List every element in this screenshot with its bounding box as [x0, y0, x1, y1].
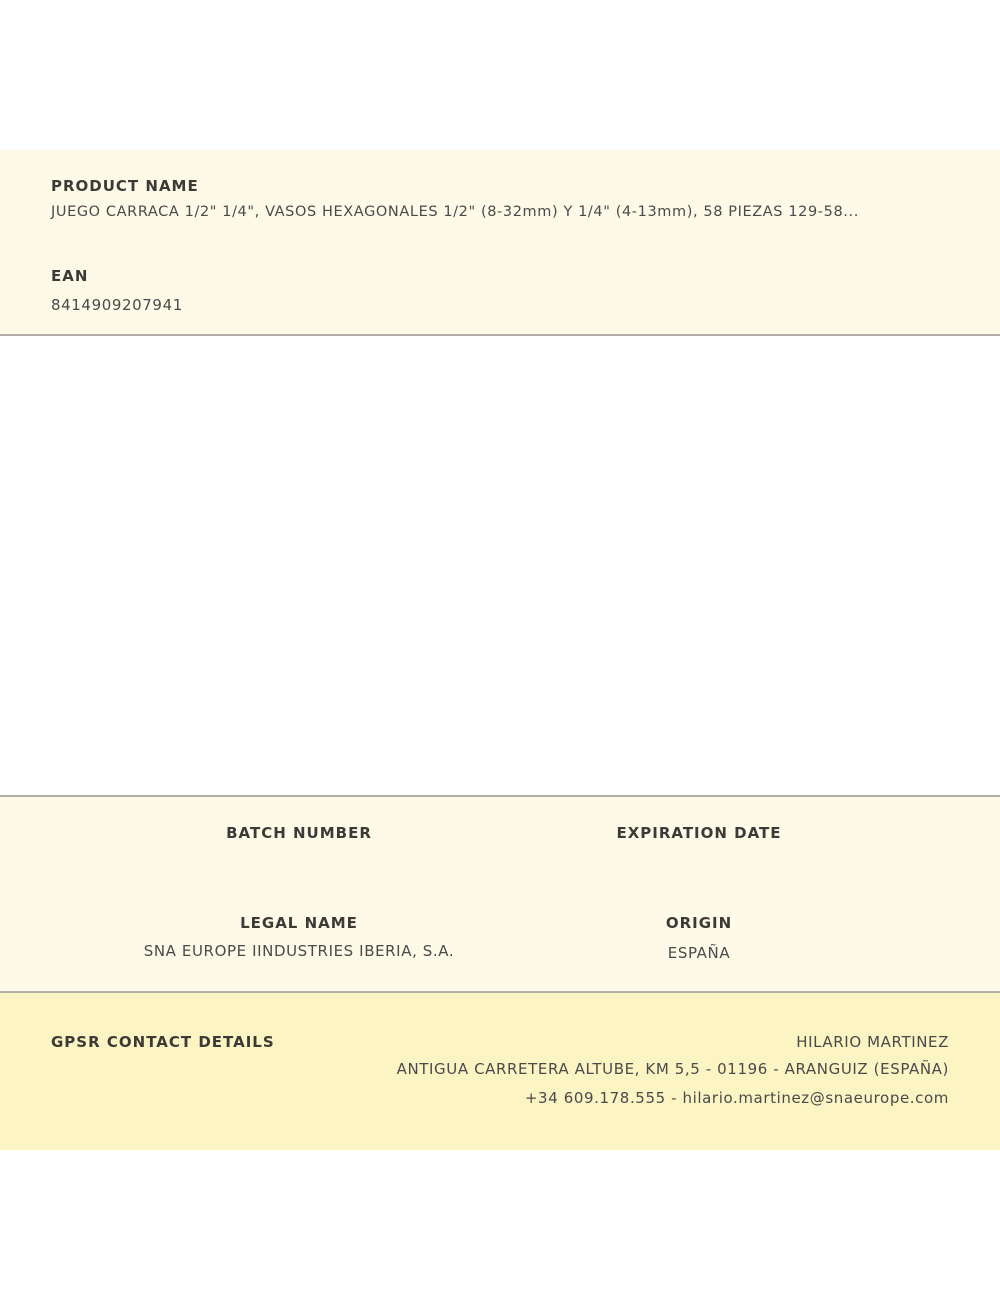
product-name-value: JUEGO CARRACA 1/2" 1/4", VASOS HEXAGONALES 1/2" (8-32mm) Y 1/4" (4-13mm), 58 PIEZAS 129-58...	[51, 204, 859, 220]
legal-name-label: LEGAL NAME	[240, 914, 358, 932]
gpsr-contact-label: GPSR CONTACT DETAILS	[51, 1033, 275, 1051]
legal-name-value: SNA EUROPE IINDUSTRIES IBERIA, S.A.	[143, 942, 455, 960]
product-info-section	[0, 150, 1000, 336]
origin-label: ORIGIN	[665, 914, 733, 932]
batch-info-section	[0, 795, 1000, 993]
expiration-date-label: EXPIRATION DATE	[616, 824, 782, 842]
product-name-label: PRODUCT NAME	[51, 177, 199, 195]
gpsr-contact-phone-email: +34 609.178.555 - hilario.martinez@snaeurope.com	[524, 1089, 949, 1107]
origin-value: ESPAÑA	[667, 944, 731, 962]
ean-label: EAN	[51, 267, 89, 285]
gpsr-contact-address: ANTIGUA CARRETERA ALTUBE, KM 5,5 - 01196 - ARANGUIZ (ESPAÑA)	[396, 1060, 949, 1078]
gpsr-contact-section	[0, 993, 1000, 1150]
gpsr-contact-name: HILARIO MARTINEZ	[796, 1033, 949, 1051]
ean-value: 8414909207941	[51, 296, 183, 314]
batch-number-label: BATCH NUMBER	[226, 824, 372, 842]
